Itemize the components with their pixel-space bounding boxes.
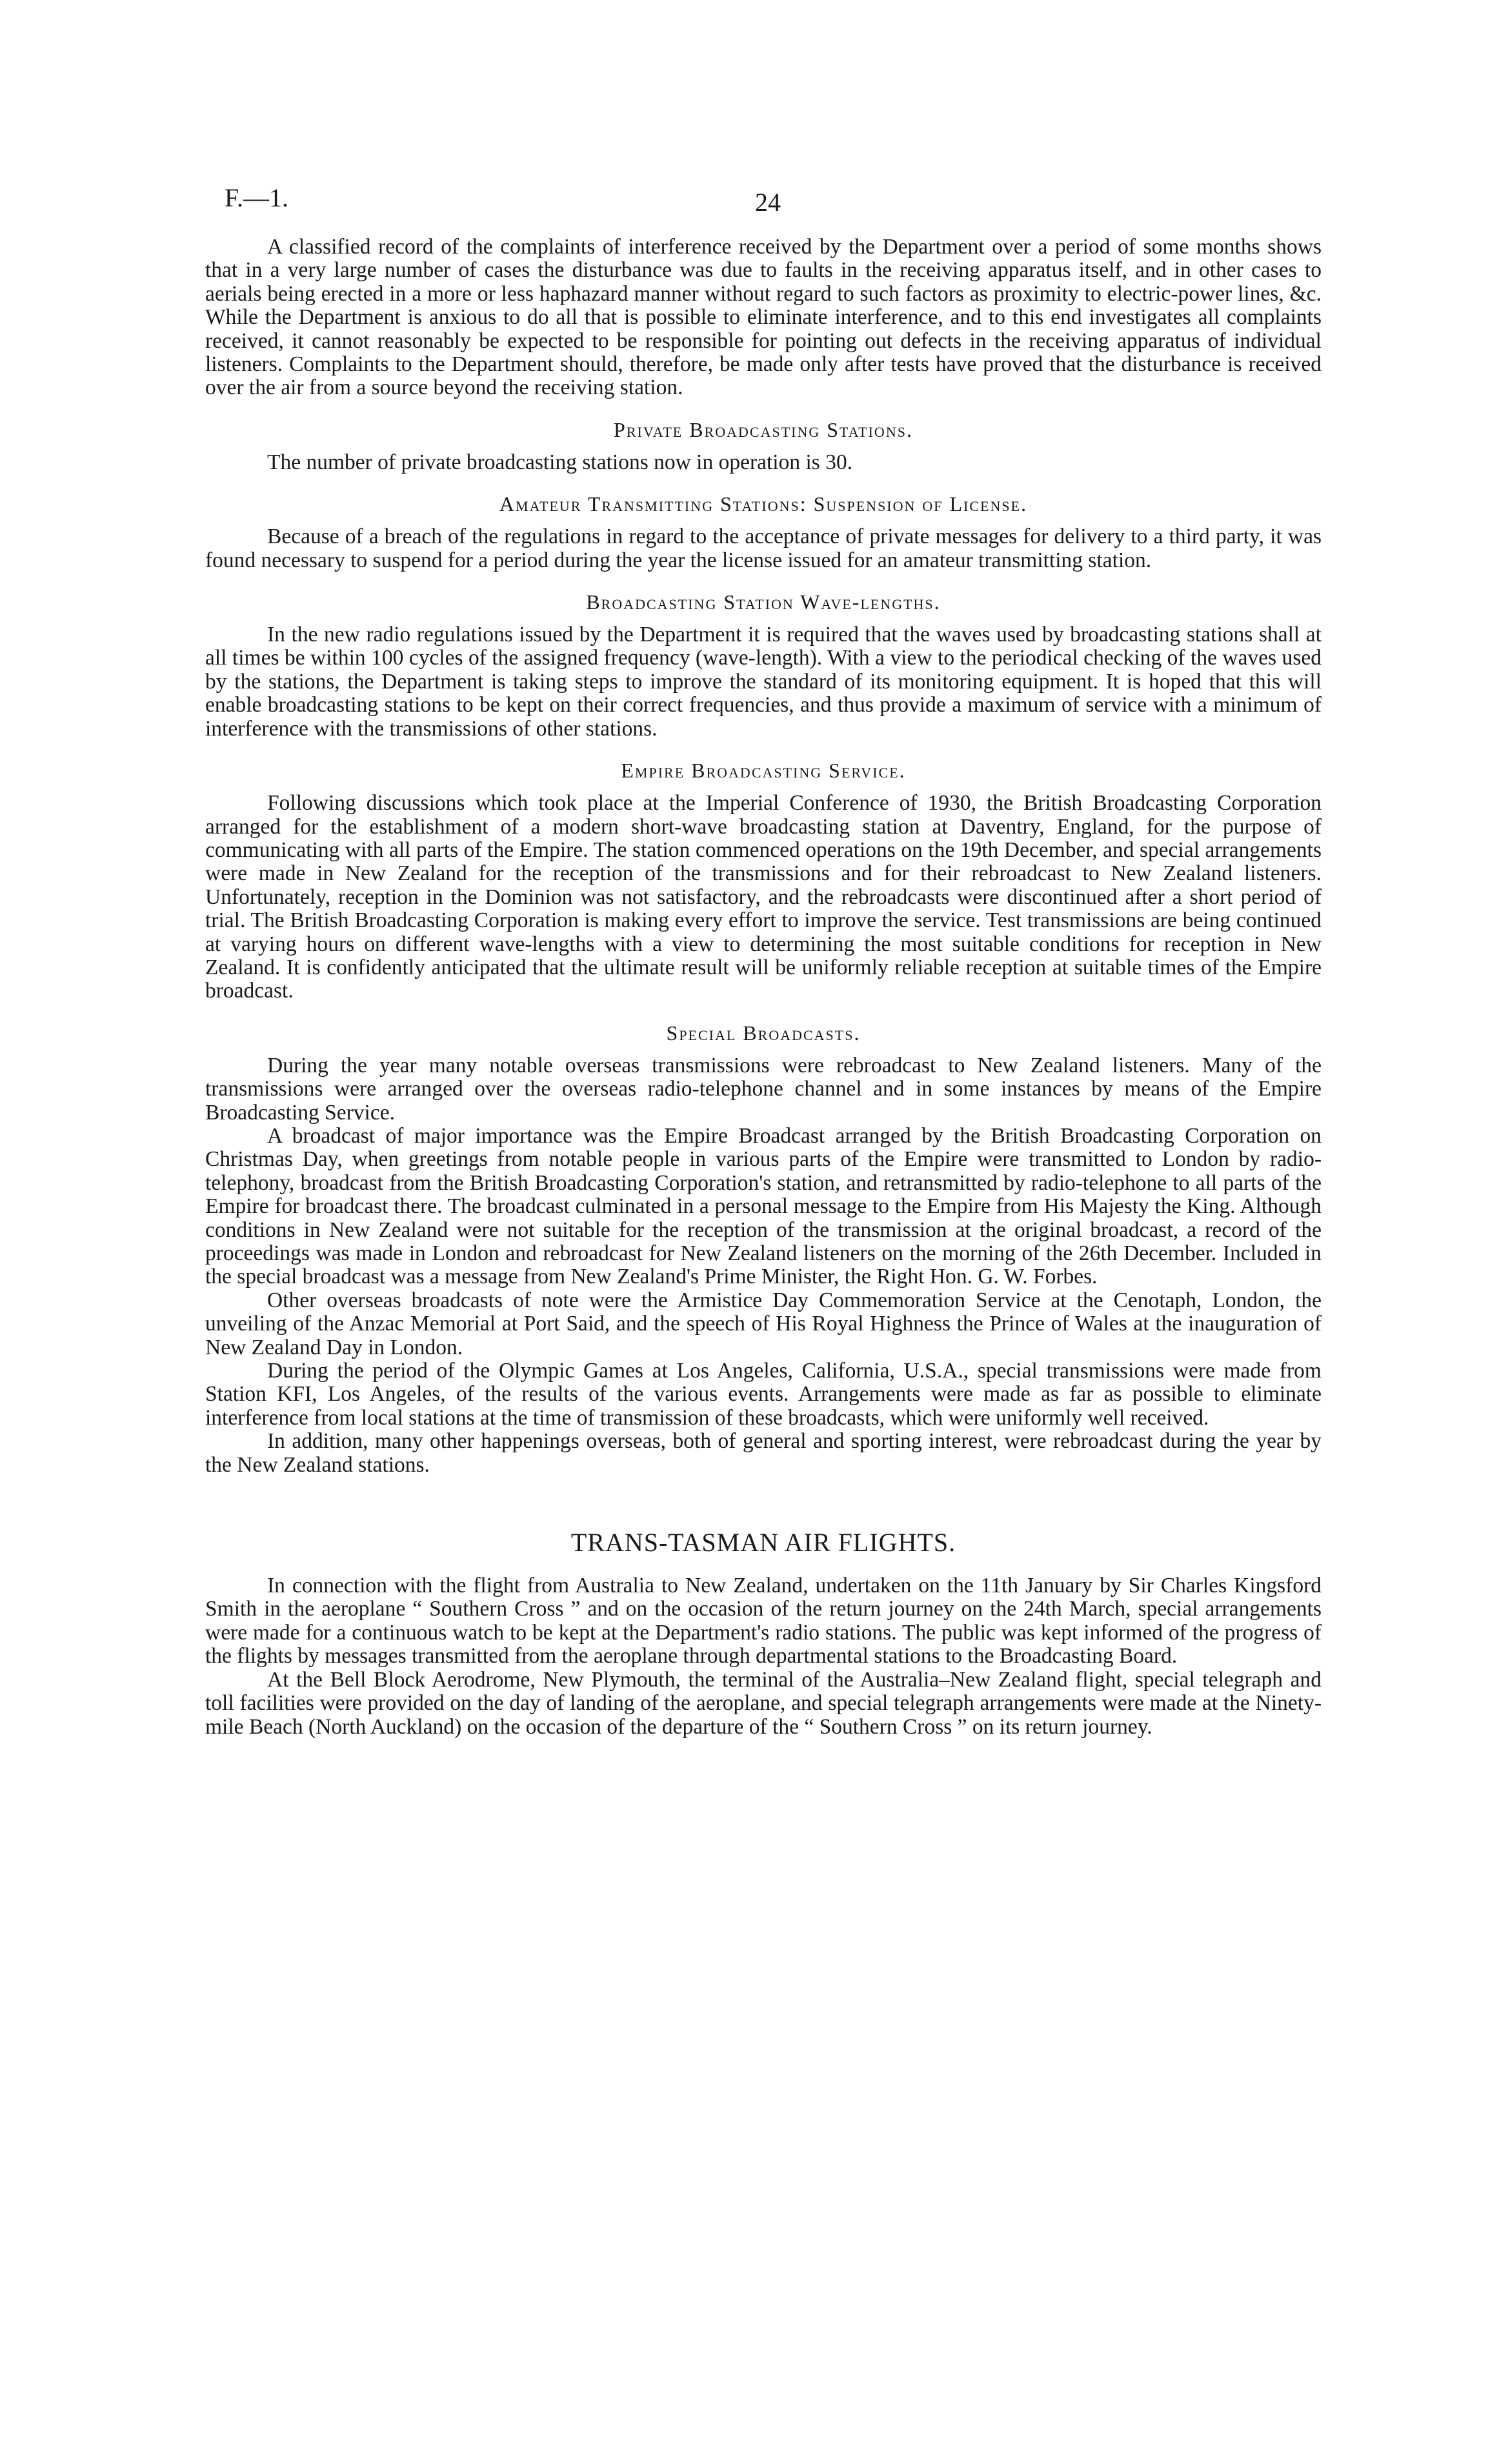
paragraph: In connection with the flight from Australia to New Zealand, undertaken on the 11th January by Sir Charles Kingsford Smith in the aeroplane “ Southern Cross ” and on the occasion of the return journey on the 24th March, special arrangements were made for a continuous watch to be kept at the Department's radio stations. The public was kept informed of the progress of the flights by messages transmitted from the aeroplane through departmental stations to the Broadcasting Board. [205, 1574, 1322, 1668]
paragraph: Because of a breach of the regulations in regard to the acceptance of private messages for delivery to a third party, it was found necessary to suspend for a period during the year the license issued for an amateur transmitting station. [205, 525, 1322, 572]
paragraph: Other overseas broadcasts of note were the Armistice Day Commemoration Service at the Cenotaph, London, the unveiling of the Anzac Memorial at Port Said, and the speech of His Royal Highness the Prince of Wales at the inauguration of New Zealand Day in London. [205, 1288, 1322, 1359]
section-heading-special-broadcasts: Special Broadcasts. [666, 1021, 861, 1045]
paragraph: A broadcast of major importance was the Empire Broadcast arranged by the British Broadcasting Corporation on Christmas Day, when greetings from notable people in various parts of the Empire were transmitted to London by radio-telephony, broadcast from the British Broadcasting Corporation's station, and retransmitted by radio-telephone to all parts of the Empire for broadcast there. The broadcast culminated in a personal message to the Empire from His Majesty the King. Although conditions in New Zealand were not suitable for the reception of the transmission at the original broadcast, a record of the proceedings was made in London and rebroadcast for New Zealand listeners on the morning of the 26th December. Included in the special broadcast was a message from New Zealand's Prime Minister, the Right Hon. G. W. Forbes. [205, 1123, 1322, 1289]
section-heading-private-broadcasting: Private Broadcasting Stations. [614, 417, 913, 441]
running-head: F.—1. [225, 183, 289, 212]
paragraph: In addition, many other happenings overseas, both of general and sporting interest, were rebroadcast during the year by the New Zealand stations. [205, 1429, 1322, 1477]
paragraph: At the Bell Block Aerodrome, New Plymouth, the terminal of the Australia–New Zealand flight, special telegraph and toll facilities were provided on the day of landing of the aeroplane, and special telegraph arrangements were made at the Ninety-mile Beach (North Auckland) on the occasion of the departure of the “ Southern Cross ” on its return journey. [205, 1667, 1322, 1739]
paragraph: In the new radio regulations issued by the Department it is required that the waves used by broadcasting stations shall at all times be within 100 cycles of the assigned frequency (wave-length). With a view to the periodical checking of the waves used by the stations, the Department is taking steps to improve the standard of its monitoring equipment. It is hoped that this will enable broadcasting stations to be kept on their correct frequencies, and thus provide a maximum of service with a minimum of interference with the transmissions of other stations. [205, 623, 1322, 741]
paragraph: The number of private broadcasting stations now in operation is 30. [267, 450, 853, 474]
paragraph: During the period of the Olympic Games at Los Angeles, California, U.S.A., special transmissions were made from Station KFI, Los Angeles, of the results of the various events. Arrangements were made as far as possible to eliminate interference from local stations at the time of transmission of these broadcasts, which were uniformly well received. [205, 1359, 1322, 1430]
page-number: 24 [755, 188, 781, 217]
major-heading-trans-tasman: TRANS-TASMAN AIR FLIGHTS. [570, 1528, 956, 1558]
section-heading-amateur-stations: Amateur Transmitting Stations: Suspension of License. [499, 492, 1028, 516]
intro-paragraph: A classified record of the complaints of interference received by the Department over a period of some months shows that in a very large number of cases the disturbance was due to faults in the receiving apparatus itself, and in other cases to aerials being erected in a more or less haphazard manner without regard to such factors as proximity to electric-power lines, &c. While the Department is anxious to do all that is possible to eliminate interference, and to this end investigates all complaints received, it cannot reasonably be expected to be responsible for pointing out defects in the receiving apparatus of individual listeners. Complaints to the Department should, therefore, be made only after tests have proved that the disturbance is received over the air from a source beyond the receiving station. [205, 235, 1322, 400]
document-body [205, 235, 1322, 1739]
section-heading-empire-broadcasting: Empire Broadcasting Service. [621, 759, 906, 783]
paragraph: During the year many notable overseas transmissions were rebroadcast to New Zealand listeners. Many of the transmissions were arranged over the overseas radio-telephone channel and in some instances by means of the Empire Broadcasting Service. [205, 1053, 1322, 1125]
section-heading-wave-lengths: Broadcasting Station Wave-lengths. [586, 590, 941, 614]
paragraph: Following discussions which took place at the Imperial Conference of 1930, the British Broadcasting Corporation arranged for the establishment of a modern short-wave broadcasting station at Daventry, England, for the purpose of communicating with all parts of the Empire. The station commenced operations on the 19th December, and special arrangements were made in New Zealand for the reception of the transmissions and for their rebroadcast to New Zealand listeners. Unfortunately, reception in the Dominion was not satisfactory, and the rebroadcasts were discontinued after a short period of trial. The British Broadcasting Corporation is making every effort to improve the service. Test transmissions are being continued at varying hours on different wave-lengths with a view to determining the most suitable conditions for reception in New Zealand. It is confidently anticipated that the ultimate result will be uniformly reliable reception at suitable times of the Empire broadcast. [205, 791, 1322, 1003]
